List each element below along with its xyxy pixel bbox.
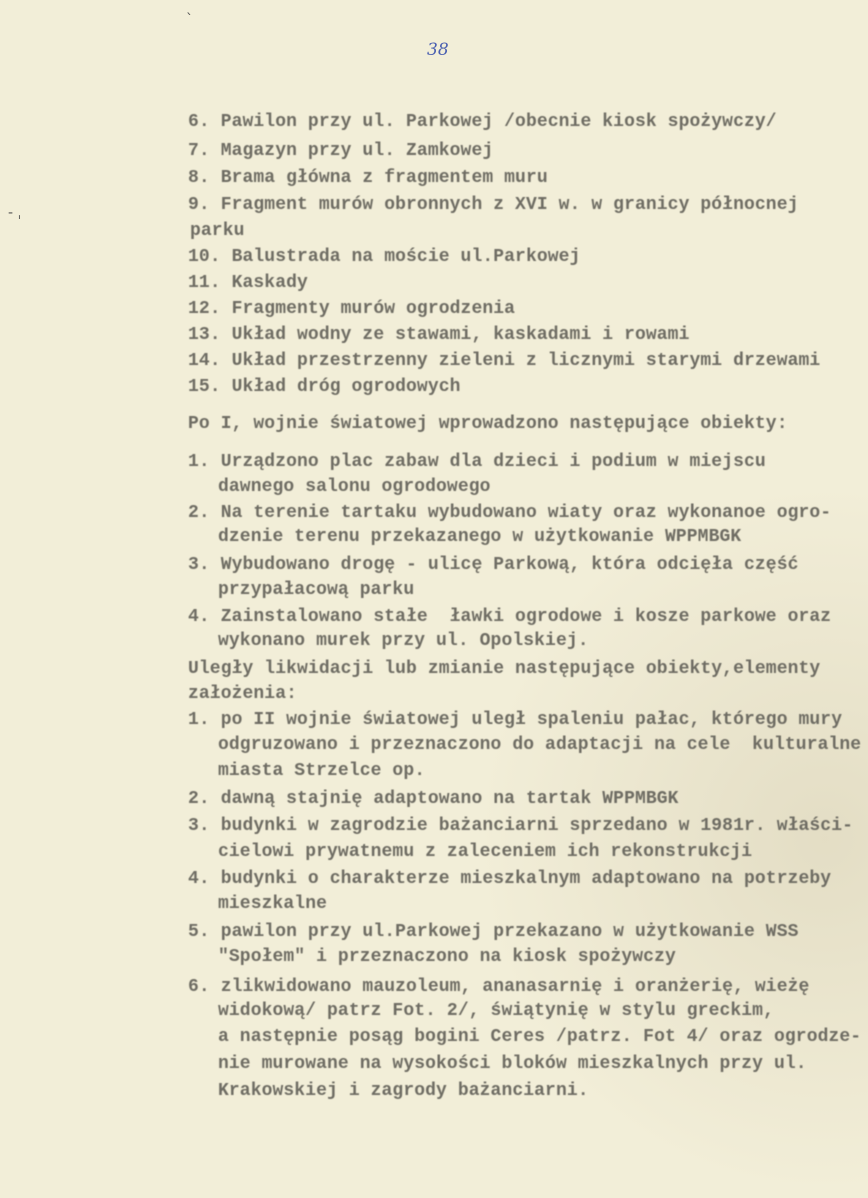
- list-item: 4. budynki o charakterze mieszkalnym adaptowano na potrzeby: [188, 869, 832, 889]
- section-heading-removed-continued: założenia:: [188, 684, 298, 704]
- list-item-continued: "Społem" i przeznaczono na kiosk spożywczy: [218, 947, 676, 967]
- list-item-continued: odgruzowano i przeznaczono do adaptacji na cele kulturalne: [218, 735, 862, 755]
- list-item: 6. Pawilon przy ul. Parkowej /obecnie kiosk spożywczy/: [188, 112, 777, 132]
- list-item-continued: Krakowskiej i zagrody bażanciarni.: [218, 1081, 589, 1101]
- list-item: 10. Balustrada na moście ul.Parkowej: [188, 247, 581, 267]
- list-item-continued: dawnego salonu ogrodowego: [218, 477, 491, 497]
- list-item-continued: cielowi prywatnemu z zaleceniem ich rekonstrukcji: [218, 842, 753, 862]
- list-item: 3. Wybudowano drogę - ulicę Parkową, która odcięła część: [188, 555, 799, 575]
- list-item-continued: dzenie terenu przekazanego w użytkowanie WPPMBGK: [218, 527, 742, 547]
- list-item: 1. Urządzono plac zabaw dla dzieci i podium w miejscu: [188, 452, 766, 472]
- list-item: 13. Układ wodny ze stawami, kaskadami i rowami: [188, 325, 690, 345]
- list-item: 11. Kaskady: [188, 273, 308, 293]
- list-item-continued: a następnie posąg bogini Ceres /patrz. Fot 4/ oraz ogrodze-: [218, 1027, 862, 1047]
- margin-mark: ˋ: [186, 12, 193, 28]
- list-item-continued: miasta Strzelce op.: [218, 761, 426, 781]
- list-item: 7. Magazyn przy ul. Zamkowej: [188, 141, 494, 161]
- list-item: 8. Brama główna z fragmentem muru: [188, 168, 548, 188]
- list-item: 12. Fragmenty murów ogrodzenia: [188, 299, 516, 319]
- list-item: 3. budynki w zagrodzie bażanciarni sprzedano w 1981r. właści-: [188, 816, 854, 836]
- section-heading-removed: Uległy likwidacji lub zmianie następujące obiekty,elementy: [188, 659, 821, 679]
- list-item: 2. dawną stajnię adaptowano na tartak WPPMBGK: [188, 789, 679, 809]
- list-item: 1. po II wojnie światowej uległ spaleniu pałac, którego mury: [188, 710, 843, 730]
- margin-mark: - ˌ: [8, 205, 22, 221]
- page-number: 38: [427, 40, 449, 60]
- list-item-continued: parku: [190, 221, 245, 241]
- list-item: 2. Na terenie tartaku wybudowano wiaty oraz wykonanoe ogro-: [188, 503, 832, 523]
- list-item-continued: widokową/ patrz Fot. 2/, świątynię w stylu greckim,: [218, 1001, 774, 1021]
- list-item-continued: nie murowane na wysokości bloków mieszkalnych przy ul.: [218, 1054, 807, 1074]
- list-item-continued: wykonano murek przy ul. Opolskiej.: [218, 631, 589, 651]
- list-item-continued: przypałacową parku: [218, 580, 415, 600]
- list-item: 6. zlikwidowano mauzoleum, ananasarnię i oranżerię, wieżę: [188, 977, 810, 997]
- list-item: 4. Zainstalowano stałe ławki ogrodowe i kosze parkowe oraz: [188, 607, 832, 627]
- list-item: 5. pawilon przy ul.Parkowej przekazano w użytkowanie WSS: [188, 922, 799, 942]
- list-item-continued: mieszkalne: [218, 894, 328, 914]
- list-item: 14. Układ przestrzenny zieleni z licznymi starymi drzewami: [188, 351, 821, 371]
- list-item: 9. Fragment murów obronnych z XVI w. w granicy północnej: [188, 195, 799, 215]
- list-item: 15. Układ dróg ogrodowych: [188, 377, 461, 397]
- section-heading-introduced: Po I, wojnie światowej wprowadzono następujące obiekty:: [188, 414, 788, 434]
